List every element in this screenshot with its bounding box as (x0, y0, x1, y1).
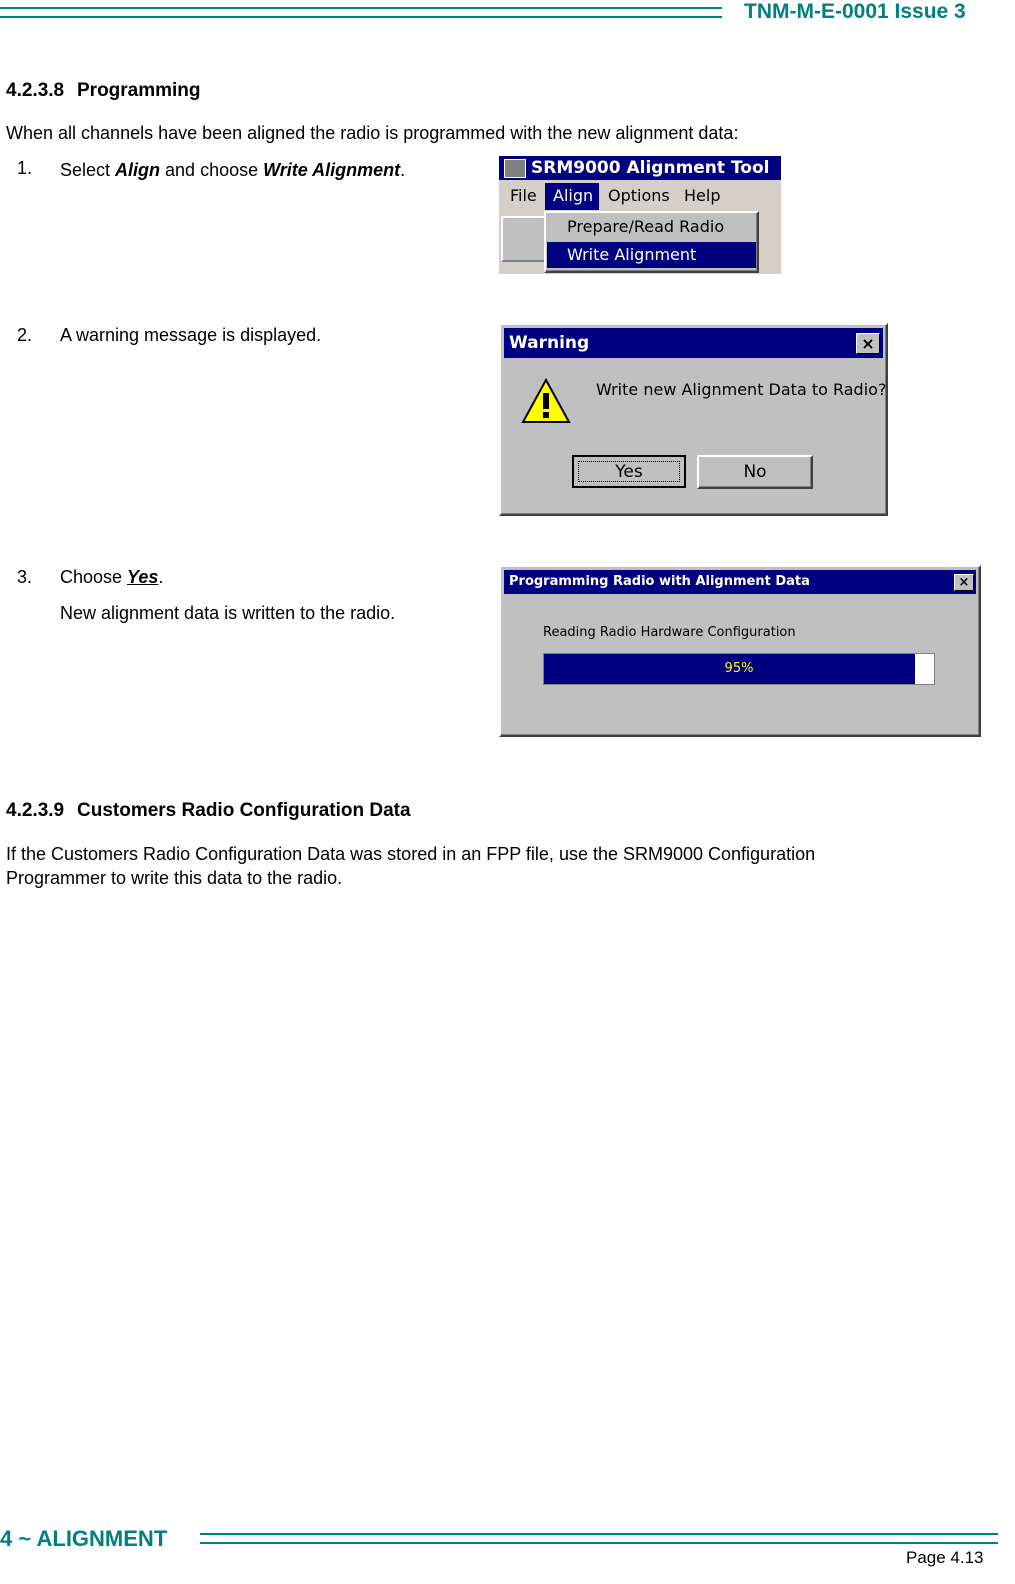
section-title: Customers Radio Configuration Data (77, 800, 411, 821)
section-title: Programming (77, 80, 201, 101)
section-number: 4.2.3.8 (6, 80, 65, 101)
step-emphasis: Write Alignment (263, 160, 401, 180)
yes-label: Yes (615, 462, 643, 482)
step-text-part: . (158, 567, 164, 587)
step-number: 1. (17, 158, 33, 178)
doc-id: TNM-M-E-0001 Issue 3 (744, 0, 966, 23)
step-text-part: Choose (60, 567, 128, 587)
step-emphasis: Align (115, 160, 161, 180)
menu-file[interactable]: File (510, 186, 537, 205)
app-title: SRM9000 Alignment Tool (531, 158, 770, 178)
step-number: 3. (17, 567, 33, 587)
menu-bar (499, 182, 781, 210)
warning-icon (521, 377, 571, 425)
menu-item-write-alignment: Write Alignment (567, 245, 697, 264)
intro-paragraph: When all channels have been aligned the radio is programmed with the new alignment data: (6, 123, 739, 143)
align-dropdown (544, 211, 759, 273)
warning-title: Warning (509, 333, 590, 353)
step-text (60, 160, 405, 181)
step-emphasis: Yes (127, 567, 159, 587)
footer-rule (200, 1533, 998, 1544)
warning-titlebar (504, 328, 883, 358)
menu-options[interactable]: Options (608, 186, 670, 205)
step-text-part: Select (60, 160, 116, 180)
section2-paragraph-line2: Programmer to write this data to the radio. (6, 868, 343, 888)
step-text-part: and choose (160, 160, 264, 180)
progress-dialog (499, 565, 981, 737)
progress-status: Reading Radio Hardware Configuration (543, 625, 796, 640)
progress-label: 95% (724, 661, 754, 676)
warning-message: Write new Alignment Data to Radio? (596, 380, 887, 399)
step-text-part: . (400, 160, 406, 180)
toolbar-button (501, 216, 549, 262)
close-icon[interactable]: × (954, 574, 974, 591)
menu-align-label: Align (553, 186, 594, 205)
menu-item-prepare-read-radio[interactable]: Prepare/Read Radio (567, 217, 725, 236)
progress-track (543, 653, 935, 685)
footer-chapter: 4 ~ ALIGNMENT (0, 1526, 168, 1551)
app-icon (504, 159, 526, 178)
progress-title: Programming Radio with Alignment Data (509, 574, 810, 589)
menu-screenshot (499, 156, 781, 274)
no-label: No (743, 462, 767, 482)
section2-paragraph-line1: If the Customers Radio Configuration Data was stored in an FPP file, use the SRM9000 Configuration (6, 844, 816, 864)
step-text: A warning message is displayed. (60, 325, 322, 345)
page-number: Page 4.13 (906, 1548, 984, 1567)
warning-dialog (499, 323, 888, 516)
header-rule (0, 7, 722, 18)
app-titlebar (499, 156, 781, 180)
section-number: 4.2.3.9 (6, 800, 65, 821)
step-number: 2. (17, 325, 33, 345)
yes-button[interactable] (572, 455, 686, 488)
step-text (60, 567, 163, 588)
progress-titlebar (504, 570, 976, 594)
menu-help[interactable]: Help (684, 186, 721, 205)
step-subtext: New alignment data is written to the radio. (60, 603, 396, 623)
no-button[interactable] (697, 455, 813, 489)
close-icon[interactable]: × (856, 333, 880, 354)
